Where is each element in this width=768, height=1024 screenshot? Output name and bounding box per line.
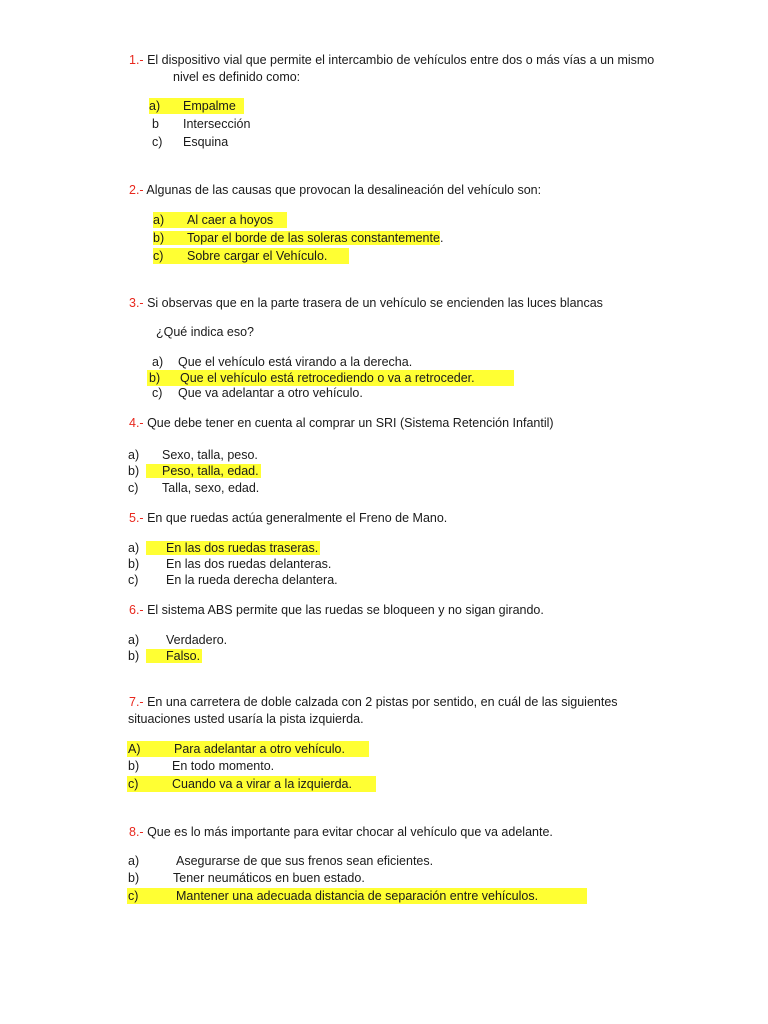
option-letter: a) bbox=[128, 633, 140, 647]
question-1-option-b bbox=[152, 116, 250, 132]
question-1-option-a bbox=[149, 98, 244, 114]
question-text: En una carretera de doble calzada con 2 pistas por sentido, en cuál de las siguientes bbox=[147, 695, 618, 709]
question-text: Que es lo más importante para evitar chocar al vehículo que va adelante. bbox=[147, 825, 553, 839]
option-text: Talla, sexo, edad. bbox=[162, 481, 260, 495]
option-letter: b) bbox=[128, 464, 140, 478]
option-text: Sobre cargar el Vehículo. bbox=[187, 249, 328, 263]
question-1-line-2: nivel es definido como: bbox=[173, 70, 301, 84]
question-8-option-b bbox=[128, 870, 365, 886]
question-text: El sistema ABS permite que las ruedas se bloqueen y no sigan girando. bbox=[147, 603, 544, 617]
option-letter: b) bbox=[128, 759, 140, 773]
question-3-line-1 bbox=[129, 295, 603, 311]
question-4-option-c bbox=[128, 480, 259, 496]
question-4-line-1 bbox=[129, 415, 554, 431]
option-letter: b bbox=[152, 117, 159, 131]
question-number: 6.- bbox=[129, 603, 144, 617]
option-text: Asegurarse de que sus frenos sean eficientes. bbox=[176, 854, 434, 868]
question-3-option-b bbox=[147, 370, 514, 386]
option-letter: a) bbox=[153, 213, 165, 227]
question-number: 7.- bbox=[129, 695, 144, 709]
question-2-option-c bbox=[153, 248, 349, 264]
option-text: En la rueda derecha delantera. bbox=[166, 573, 338, 587]
question-5-option-c bbox=[128, 572, 338, 588]
option-letter: a) bbox=[128, 541, 140, 555]
option-letter: c) bbox=[128, 481, 139, 495]
question-2-option-b bbox=[153, 230, 443, 246]
option-letter: a) bbox=[128, 854, 140, 868]
option-text: Falso. bbox=[166, 649, 201, 663]
option-letter: b) bbox=[128, 557, 140, 571]
question-text: En que ruedas actúa generalmente el Freno de Mano. bbox=[147, 511, 448, 525]
option-text: Verdadero. bbox=[166, 633, 228, 647]
option-letter: c) bbox=[152, 386, 163, 400]
option-letter: c) bbox=[128, 777, 139, 791]
question-7-option-b bbox=[128, 758, 274, 774]
question-2-option-a bbox=[153, 212, 287, 228]
question-4-option-a bbox=[128, 447, 258, 463]
option-text: En todo momento. bbox=[172, 759, 275, 773]
question-5-option-b bbox=[128, 556, 331, 572]
question-2-line-1 bbox=[129, 182, 541, 198]
option-letter: c) bbox=[128, 889, 139, 903]
question-3-option-c bbox=[152, 385, 363, 401]
question-5-option-a bbox=[128, 540, 320, 556]
question-6-line-1 bbox=[129, 602, 544, 618]
option-letter: a) bbox=[128, 448, 140, 462]
question-text: El dispositivo vial que permite el intercambio de vehículos entre dos o más vías a un mismo bbox=[147, 53, 655, 67]
option-text: Que va adelantar a otro vehículo. bbox=[178, 386, 363, 400]
option-letter: a) bbox=[149, 99, 161, 113]
option-text: Que el vehículo está virando a la derecha. bbox=[178, 355, 413, 369]
question-5-line-1 bbox=[129, 510, 447, 526]
option-text: Peso, talla, edad. bbox=[162, 464, 259, 478]
question-1-option-c bbox=[152, 134, 228, 150]
option-text: Cuando va a virar a la izquierda. bbox=[172, 777, 352, 791]
option-text: Al caer a hoyos bbox=[187, 213, 274, 227]
option-text: Topar el borde de las soleras constantemente bbox=[187, 231, 440, 245]
option-letter: b) bbox=[153, 231, 165, 245]
question-number: 1.- bbox=[129, 53, 144, 67]
question-1-line-1 bbox=[129, 52, 654, 68]
option-letter: b) bbox=[128, 649, 140, 663]
option-text: Tener neumáticos en buen estado. bbox=[173, 871, 365, 885]
question-7-line-1 bbox=[129, 694, 618, 710]
option-letter: A) bbox=[128, 742, 141, 756]
option-text: Mantener una adecuada distancia de separación entre vehículos. bbox=[176, 889, 539, 903]
question-number: 3.- bbox=[129, 296, 144, 310]
option-letter: c) bbox=[152, 135, 163, 149]
question-7-line-2: situaciones usted usaría la pista izquierda. bbox=[128, 712, 364, 726]
option-text: En las dos ruedas delanteras. bbox=[166, 557, 332, 571]
option-text: Empalme bbox=[183, 99, 236, 113]
option-letter: b) bbox=[128, 871, 140, 885]
question-number: 8.- bbox=[129, 825, 144, 839]
question-7-option-a bbox=[127, 741, 369, 757]
question-number: 5.- bbox=[129, 511, 144, 525]
question-4-option-b bbox=[128, 463, 261, 479]
option-letter: c) bbox=[153, 249, 164, 263]
question-7-option-c bbox=[127, 776, 376, 792]
option-text: En las dos ruedas traseras. bbox=[166, 541, 319, 555]
question-8-line-1 bbox=[129, 824, 553, 840]
question-text: Que debe tener en cuenta al comprar un SRI (Sistema Retención Infantil) bbox=[147, 416, 554, 430]
question-8-option-a bbox=[128, 853, 433, 869]
option-text: Para adelantar a otro vehículo. bbox=[174, 742, 345, 756]
option-text: Intersección bbox=[183, 117, 251, 131]
question-number: 4.- bbox=[129, 416, 144, 430]
option-letter: b) bbox=[149, 371, 161, 385]
question-text: Si observas que en la parte trasera de un vehículo se encienden las luces blancas bbox=[147, 296, 603, 310]
question-6-option-b bbox=[128, 648, 202, 664]
question-text: Algunas de las causas que provocan la desalineación del vehículo son: bbox=[146, 183, 542, 197]
question-number: 2.- bbox=[129, 183, 144, 197]
question-3-line-2: ¿Qué indica eso? bbox=[156, 325, 254, 339]
option-text: Sexo, talla, peso. bbox=[162, 448, 258, 462]
option-text: Que el vehículo está retrocediendo o va a retroceder. bbox=[180, 371, 475, 385]
question-3-option-a bbox=[152, 354, 412, 370]
question-8-option-c bbox=[127, 888, 587, 904]
option-letter: a) bbox=[152, 355, 164, 369]
question-6-option-a bbox=[128, 632, 227, 648]
option-letter: c) bbox=[128, 573, 139, 587]
option-suffix: . bbox=[439, 231, 444, 245]
option-text: Esquina bbox=[183, 135, 229, 149]
